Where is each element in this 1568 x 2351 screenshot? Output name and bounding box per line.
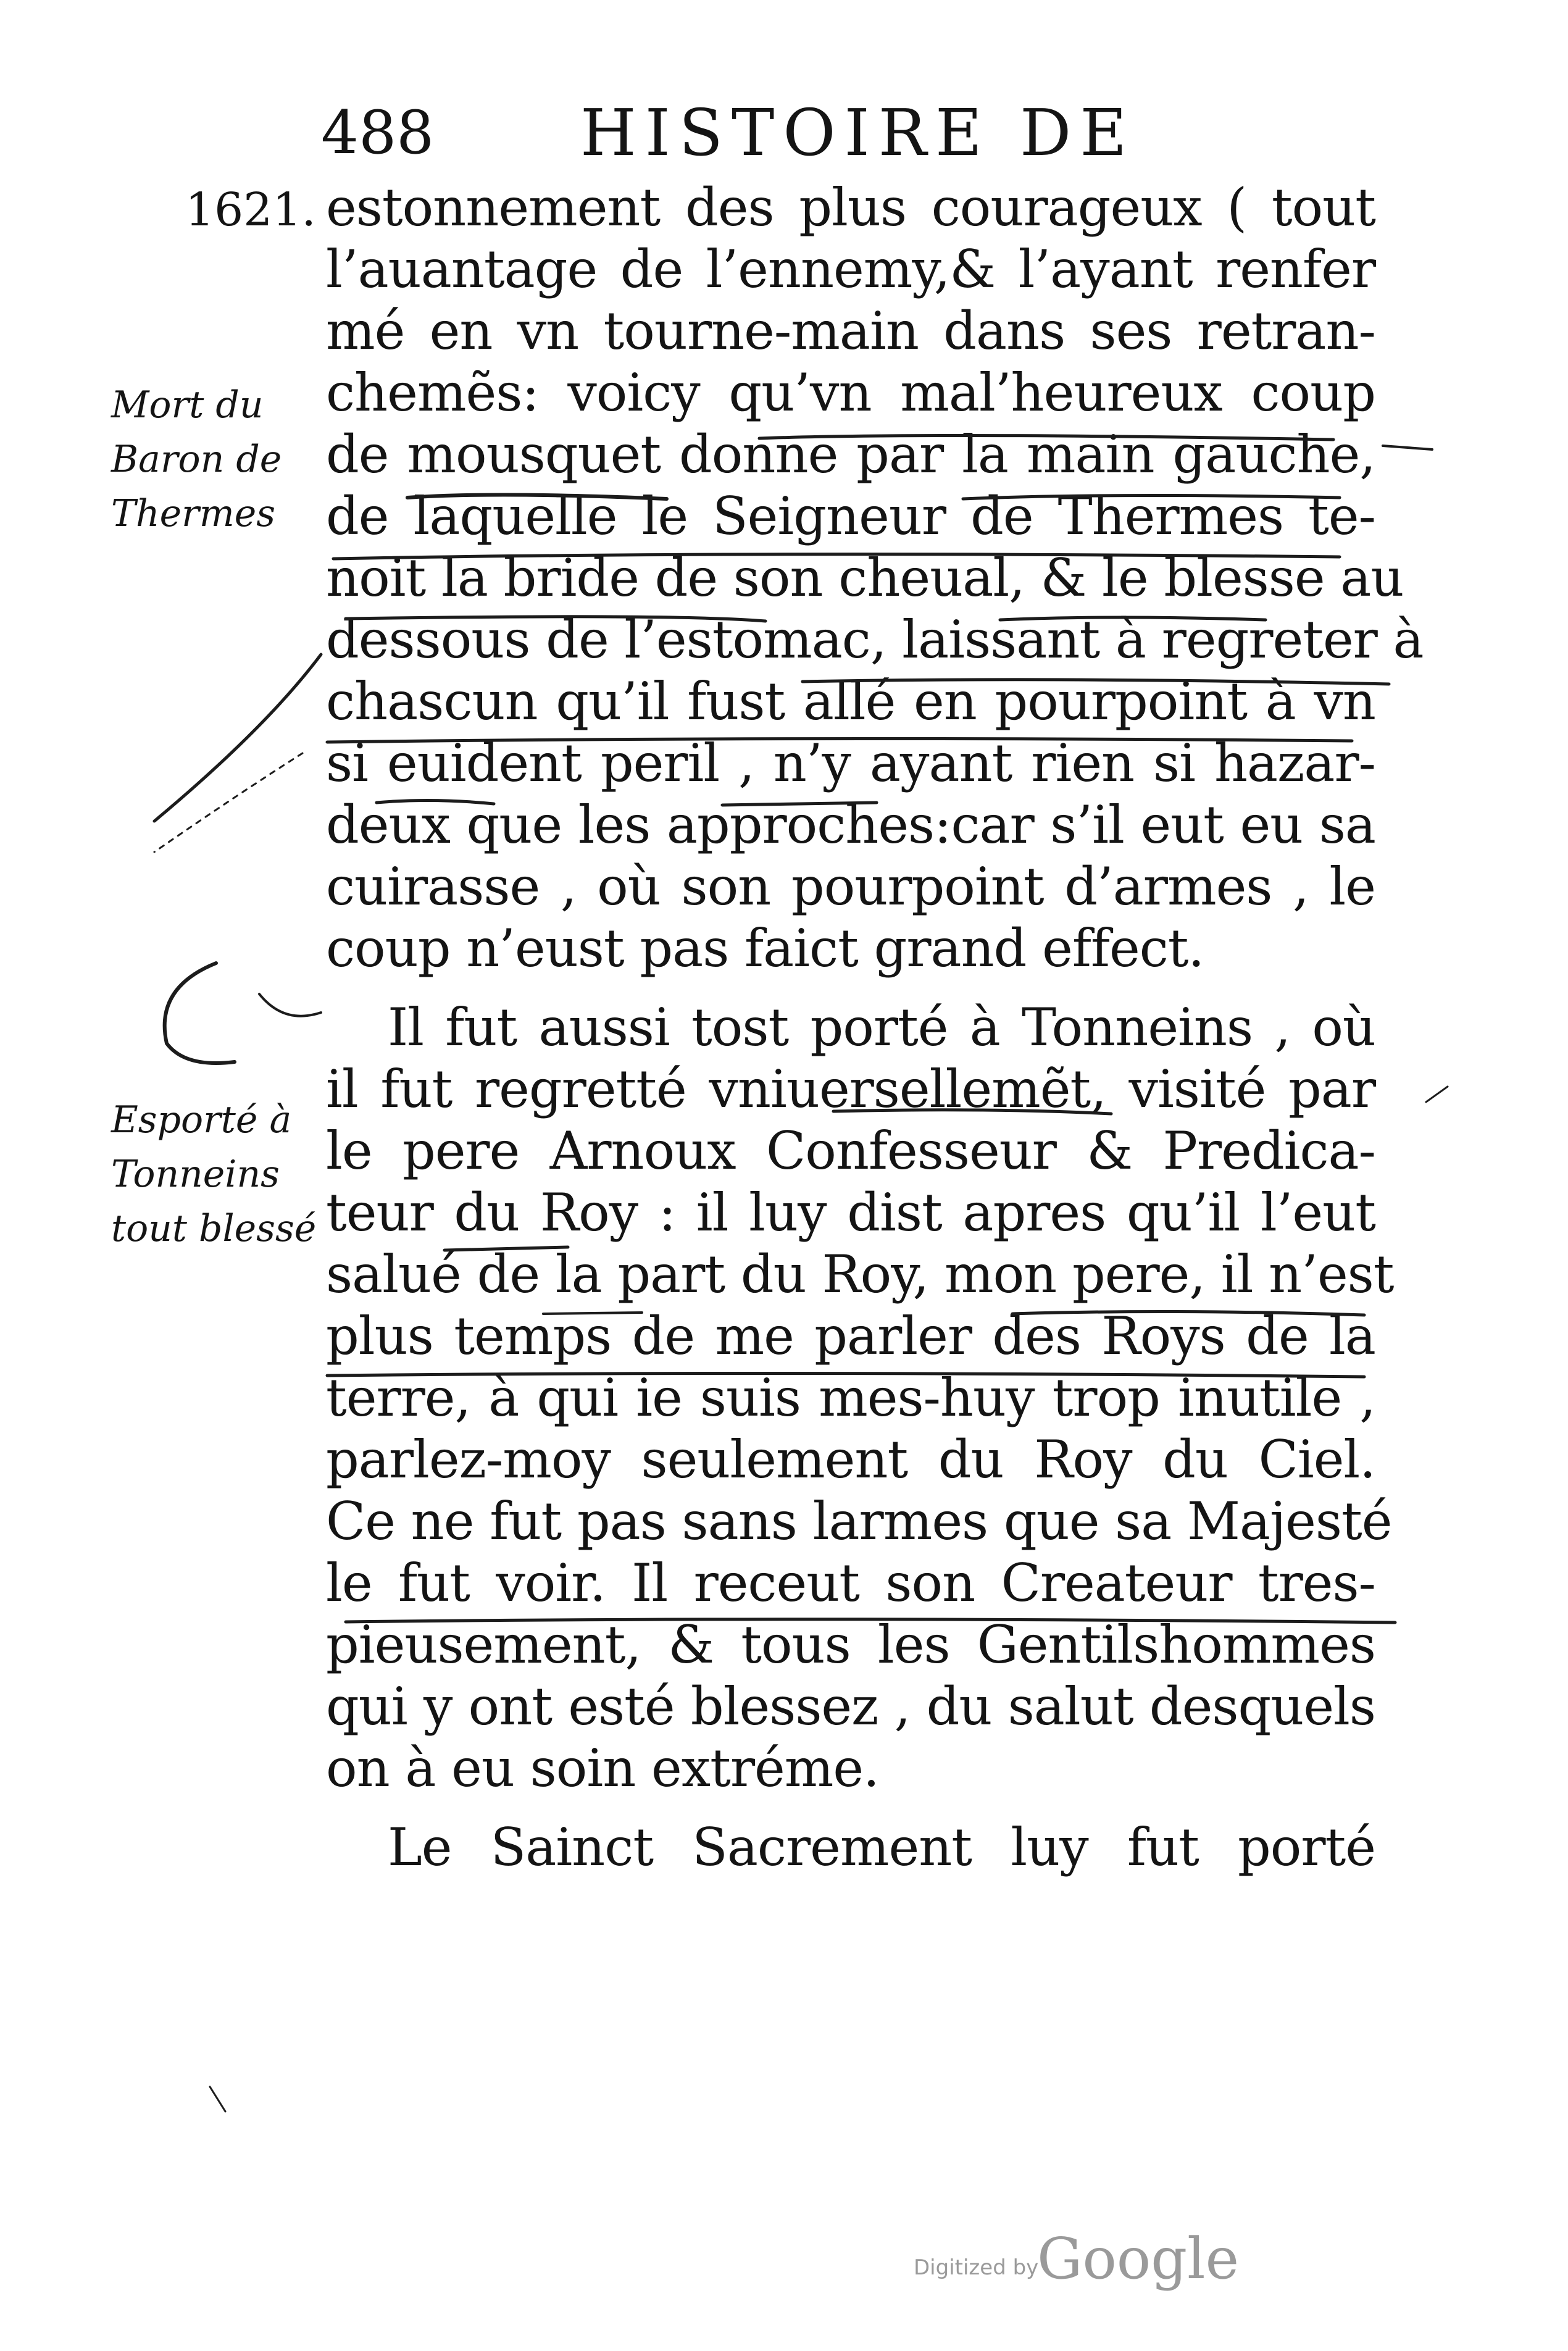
text-line: mé en vn tourne-main dans ses retran- — [326, 301, 1375, 361]
text-line: le fut voir. Il receut son Createur tres- — [326, 1553, 1375, 1613]
margin-pen-stroke — [154, 654, 321, 821]
text-line: noit la bride de son cheual, & le blesse au — [326, 548, 1404, 608]
text-line: terre, à qui ie suis mes-huy trop inutile , — [326, 1368, 1375, 1428]
text-line: salué de la part du Roy, mon pere, il n’est — [326, 1244, 1394, 1305]
text-line: estonnement des plus courageux ( tout — [326, 177, 1375, 238]
text-line: qui y ont esté blessez , du salut desquels — [326, 1676, 1375, 1737]
text-line: parlez-moy seulement du Roy du Ciel. — [326, 1429, 1375, 1490]
text-line: plus temps de me parler des Roys de la — [326, 1306, 1375, 1366]
margin-note-line: Tonneins — [111, 1153, 280, 1196]
underline-mark — [1383, 446, 1432, 449]
margin-note-death — [111, 378, 309, 541]
margin-note-line: Baron de — [111, 438, 282, 481]
text-line: Le Sainct Sacrement luy fut porté — [388, 1817, 1375, 1877]
text-line: il fut regretté vniuersellemẽt, visité par — [326, 1059, 1375, 1119]
text-line: cuirasse , où son pourpoint d’armes , le — [326, 856, 1375, 917]
text-line: l’auantage de l’ennemy,& l’ayant renfer — [326, 239, 1375, 299]
paragraph-gap — [326, 979, 1375, 996]
text-line: coup n’eust pas faict grand effect. — [326, 918, 1204, 979]
text-line: chascun qu’il fust allé en pourpoint à vn — [326, 671, 1375, 732]
digitization-watermark — [914, 2226, 1240, 2294]
text-line: de laquelle le Seigneur de Thermes te- — [326, 486, 1375, 546]
margin-bracket — [259, 994, 321, 1016]
text-line: deux que les approches:car s’il eut eu sa — [326, 795, 1375, 855]
margin-mark — [1426, 1087, 1448, 1102]
text-line: si euident peril , n’y ayant rien si hazar- — [326, 733, 1375, 793]
text-line: on à eu soin extréme. — [326, 1738, 879, 1798]
margin-pen-stroke — [154, 753, 302, 852]
margin-note-line: tout blessé — [111, 1207, 317, 1250]
margin-note-tonneins — [111, 1093, 317, 1256]
margin-note-line: Esporté à — [111, 1098, 292, 1142]
text-line: Ce ne fut pas sans larmes que sa Majesté — [326, 1491, 1392, 1551]
margin-note-line: Mort du — [111, 383, 264, 427]
margin-mark — [210, 2087, 225, 2111]
page-number: 488 — [321, 98, 435, 167]
watermark-prefix: Digitized by — [914, 2255, 1039, 2280]
text-line: Il fut aussi tost porté à Tonneins , où — [388, 997, 1375, 1058]
google-logo: Google — [1037, 2226, 1240, 2292]
margin-year: 1621. — [185, 183, 316, 236]
text-line: de mousquet donne par la main gauche, — [326, 424, 1375, 485]
text-line: chemẽs: voicy qu’vn mal’heureux coup — [326, 362, 1375, 423]
text-line: le pere Arnoux Confesseur & Predica- — [326, 1121, 1375, 1181]
paragraph-gap — [326, 1799, 1375, 1816]
body-text — [326, 177, 1424, 1878]
text-line: teur du Roy : il luy dist apres qu’il l’eut — [326, 1182, 1375, 1243]
margin-note-line: Thermes — [111, 492, 276, 535]
margin-bracket — [165, 963, 235, 1063]
running-head: HISTOIRE DE — [580, 95, 1136, 170]
text-line: dessous de l’estomac, laissant à regreter à — [326, 609, 1424, 670]
text-line: pieusement, & tous les Gentilshommes — [326, 1614, 1375, 1675]
page-header — [321, 93, 1309, 173]
